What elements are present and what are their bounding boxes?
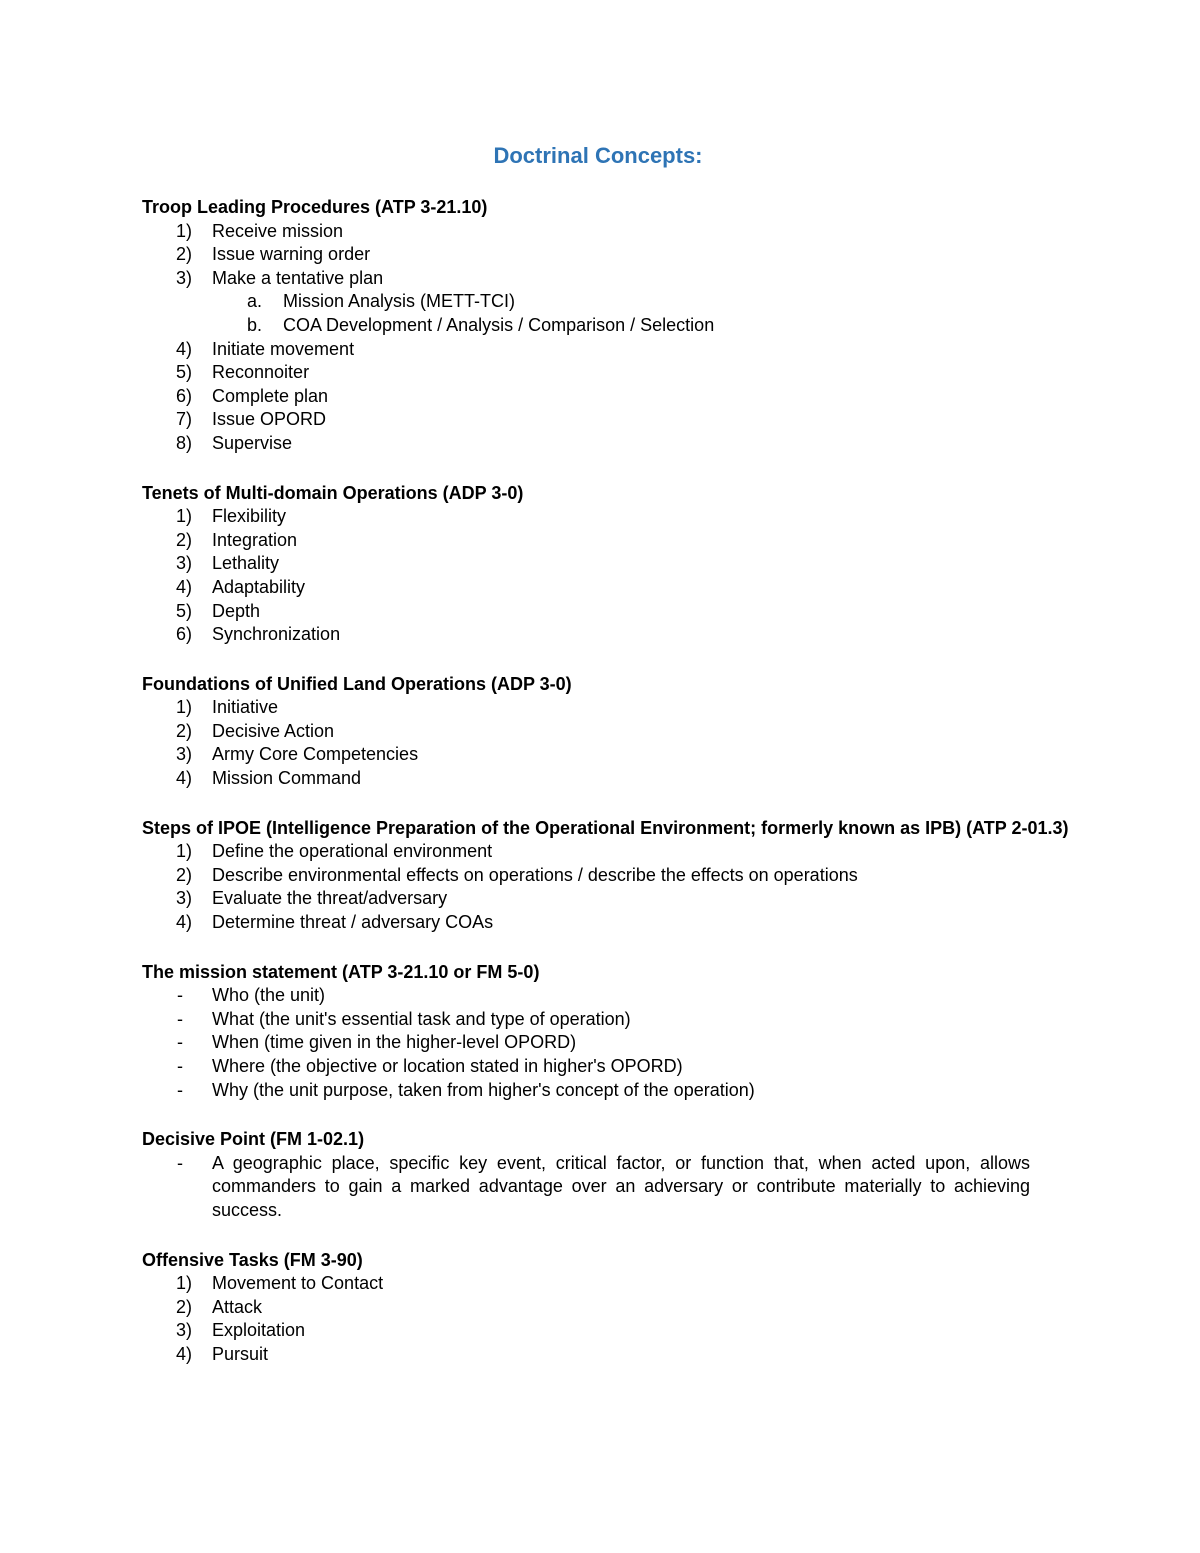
list-item-text: Synchronization — [212, 624, 341, 645]
dash-list — [142, 1152, 1110, 1223]
sub-list-item-text: Mission Analysis (METT-TCI) — [283, 291, 516, 312]
list-marker: - — [177, 985, 183, 1006]
list-item — [142, 864, 1110, 888]
list-marker: - — [177, 1152, 183, 1173]
list-item-text: When (time given in the higher-level OPORD) — [212, 1032, 577, 1053]
list-item-text: Initiate movement — [212, 338, 355, 359]
list-item — [142, 1055, 1110, 1079]
list-marker: 4) — [176, 768, 193, 789]
list-item-text: Define the operational environment — [212, 841, 493, 862]
list-item — [142, 267, 1110, 338]
section-heading: Troop Leading Procedures (ATP 3-21.10) — [142, 197, 488, 217]
sub-list-item — [212, 290, 1110, 314]
list-marker: 2) — [176, 720, 193, 741]
list-item — [142, 984, 1110, 1008]
list-item-text: Issue OPORD — [212, 409, 327, 430]
list-marker: 2) — [176, 529, 193, 550]
list-item — [142, 840, 1110, 864]
page-title: Doctrinal Concepts: — [493, 143, 703, 168]
list-item-text: Depth — [212, 600, 261, 621]
list-item — [142, 911, 1110, 935]
list-item-text: Issue warning order — [212, 244, 371, 265]
sub-list-marker: b. — [247, 314, 263, 335]
section-foundations-ulo — [142, 673, 1110, 791]
list-marker: 1) — [176, 506, 193, 527]
section-offensive-tasks — [142, 1249, 1110, 1367]
list-marker: 2) — [176, 864, 193, 885]
list-marker: 2) — [176, 244, 193, 265]
list-marker: 1) — [176, 697, 193, 718]
list-marker: 4) — [176, 338, 193, 359]
section-heading: Decisive Point (FM 1-02.1) — [142, 1129, 365, 1150]
list-item-text: Lethality — [212, 553, 280, 574]
list-marker: 5) — [176, 600, 193, 621]
list-item — [142, 576, 1110, 600]
list-item — [142, 505, 1110, 529]
sub-list — [212, 290, 1110, 337]
list-marker: - — [177, 1079, 183, 1100]
list-item-text: Who (the unit) — [212, 985, 326, 1006]
list-marker: - — [177, 1056, 183, 1076]
section-ipoe-steps — [142, 817, 1110, 935]
list-item — [142, 720, 1110, 744]
section-heading: Steps of IPOE (Intelligence Preparation of the Operational Environment; formerly known as IPB) (ATP 2-01.3) — [142, 817, 1069, 838]
list-item — [142, 623, 1110, 647]
section-mission-statement — [142, 961, 1110, 1103]
section-decisive-point — [142, 1128, 1110, 1222]
list-marker: 7) — [176, 409, 193, 430]
section-heading: The mission statement (ATP 3-21.10 or FM 5-0) — [142, 961, 540, 982]
sub-list-item — [212, 314, 1110, 338]
list-item-text: Movement to Contact — [212, 1273, 384, 1294]
section-troop-leading-procedures — [142, 196, 1110, 456]
section-heading: Tenets of Multi-domain Operations (ADP 3-0) — [142, 482, 524, 503]
list-marker: 3) — [176, 553, 193, 574]
list-item — [142, 529, 1110, 553]
numbered-list — [142, 1272, 1110, 1366]
list-marker: 4) — [176, 576, 193, 597]
list-marker: 1) — [176, 1273, 193, 1294]
list-item — [142, 743, 1110, 767]
section-heading: Offensive Tasks (FM 3-90) — [142, 1249, 363, 1270]
list-item-text: Attack — [212, 1296, 263, 1317]
list-marker: 1) — [176, 220, 193, 241]
list-item-text: A geographic place, specific key event, critical factor, or function that, when acted upon, allows commanders to gain a marked advantage over an adversary or contribute materially to achieving success. — [212, 1152, 1030, 1220]
list-item-text: Exploitation — [212, 1320, 306, 1341]
list-marker: 3) — [176, 888, 193, 909]
list-item — [142, 696, 1110, 720]
numbered-list — [142, 220, 1110, 456]
list-marker: - — [177, 1032, 183, 1053]
list-item — [142, 1031, 1110, 1055]
section-heading: Foundations of Unified Land Operations (ADP 3-0) — [142, 673, 572, 694]
list-item-text: Reconnoiter — [212, 362, 310, 383]
list-item-text: Complete plan — [212, 385, 329, 406]
list-item-text: Make a tentative plan — [212, 267, 384, 288]
list-item-text: Integration — [212, 529, 298, 550]
section-tenets-mdo — [142, 482, 1110, 647]
list-marker: 3) — [176, 1320, 193, 1341]
list-marker: 6) — [176, 385, 193, 406]
document-body — [142, 196, 1110, 1393]
dash-list — [142, 984, 1110, 1102]
list-item — [142, 887, 1110, 911]
list-item — [142, 767, 1110, 791]
list-item — [142, 1008, 1110, 1032]
list-item — [142, 1343, 1110, 1367]
list-item — [142, 385, 1110, 409]
list-item — [142, 600, 1110, 624]
list-item — [142, 1272, 1110, 1296]
sub-list-item-text: COA Development / Analysis / Comparison / Selection — [283, 314, 715, 335]
list-item — [142, 243, 1110, 267]
list-marker: 3) — [176, 267, 193, 288]
list-item-text: Mission Command — [212, 768, 362, 789]
list-marker: 4) — [176, 912, 193, 933]
list-item-text: Army Core Competencies — [212, 744, 419, 765]
list-item-text: Determine threat / adversary COAs — [212, 912, 494, 933]
numbered-list — [142, 840, 1110, 934]
list-item-text: Pursuit — [212, 1343, 269, 1364]
list-marker: 1) — [176, 841, 193, 862]
list-item-text: Supervise — [212, 432, 293, 453]
list-item — [142, 1152, 1110, 1223]
list-item-text: Describe environmental effects on operations / describe the effects on operations — [212, 864, 858, 885]
list-item — [142, 432, 1110, 456]
list-item — [142, 552, 1110, 576]
list-item — [142, 338, 1110, 362]
list-marker: 5) — [176, 362, 193, 383]
list-marker: 8) — [176, 432, 193, 453]
list-item-text: Adaptability — [212, 576, 306, 597]
list-item-text: Decisive Action — [212, 720, 335, 741]
list-item — [142, 1319, 1110, 1343]
numbered-list — [142, 696, 1110, 790]
list-item — [142, 1079, 1110, 1103]
list-marker: 6) — [176, 624, 193, 645]
list-item — [142, 408, 1110, 432]
list-marker: - — [177, 1008, 183, 1029]
list-item-text: What (the unit's essential task and type of operation) — [212, 1008, 631, 1029]
numbered-list — [142, 505, 1110, 647]
sub-list-marker: a. — [247, 291, 263, 312]
list-item-text: Receive mission — [212, 220, 344, 241]
list-item-text: Evaluate the threat/adversary — [212, 888, 448, 909]
list-item-text: Where (the objective or location stated in higher's OPORD) — [212, 1056, 683, 1076]
list-marker: 2) — [176, 1296, 193, 1317]
list-item-text: Why (the unit purpose, taken from higher's concept of the operation) — [212, 1079, 755, 1100]
list-item-text: Flexibility — [212, 506, 287, 527]
list-marker: 3) — [176, 744, 193, 765]
list-item — [142, 1296, 1110, 1320]
list-marker: 4) — [176, 1343, 193, 1364]
list-item — [142, 220, 1110, 244]
list-item — [142, 361, 1110, 385]
list-item-text: Initiative — [212, 697, 279, 718]
